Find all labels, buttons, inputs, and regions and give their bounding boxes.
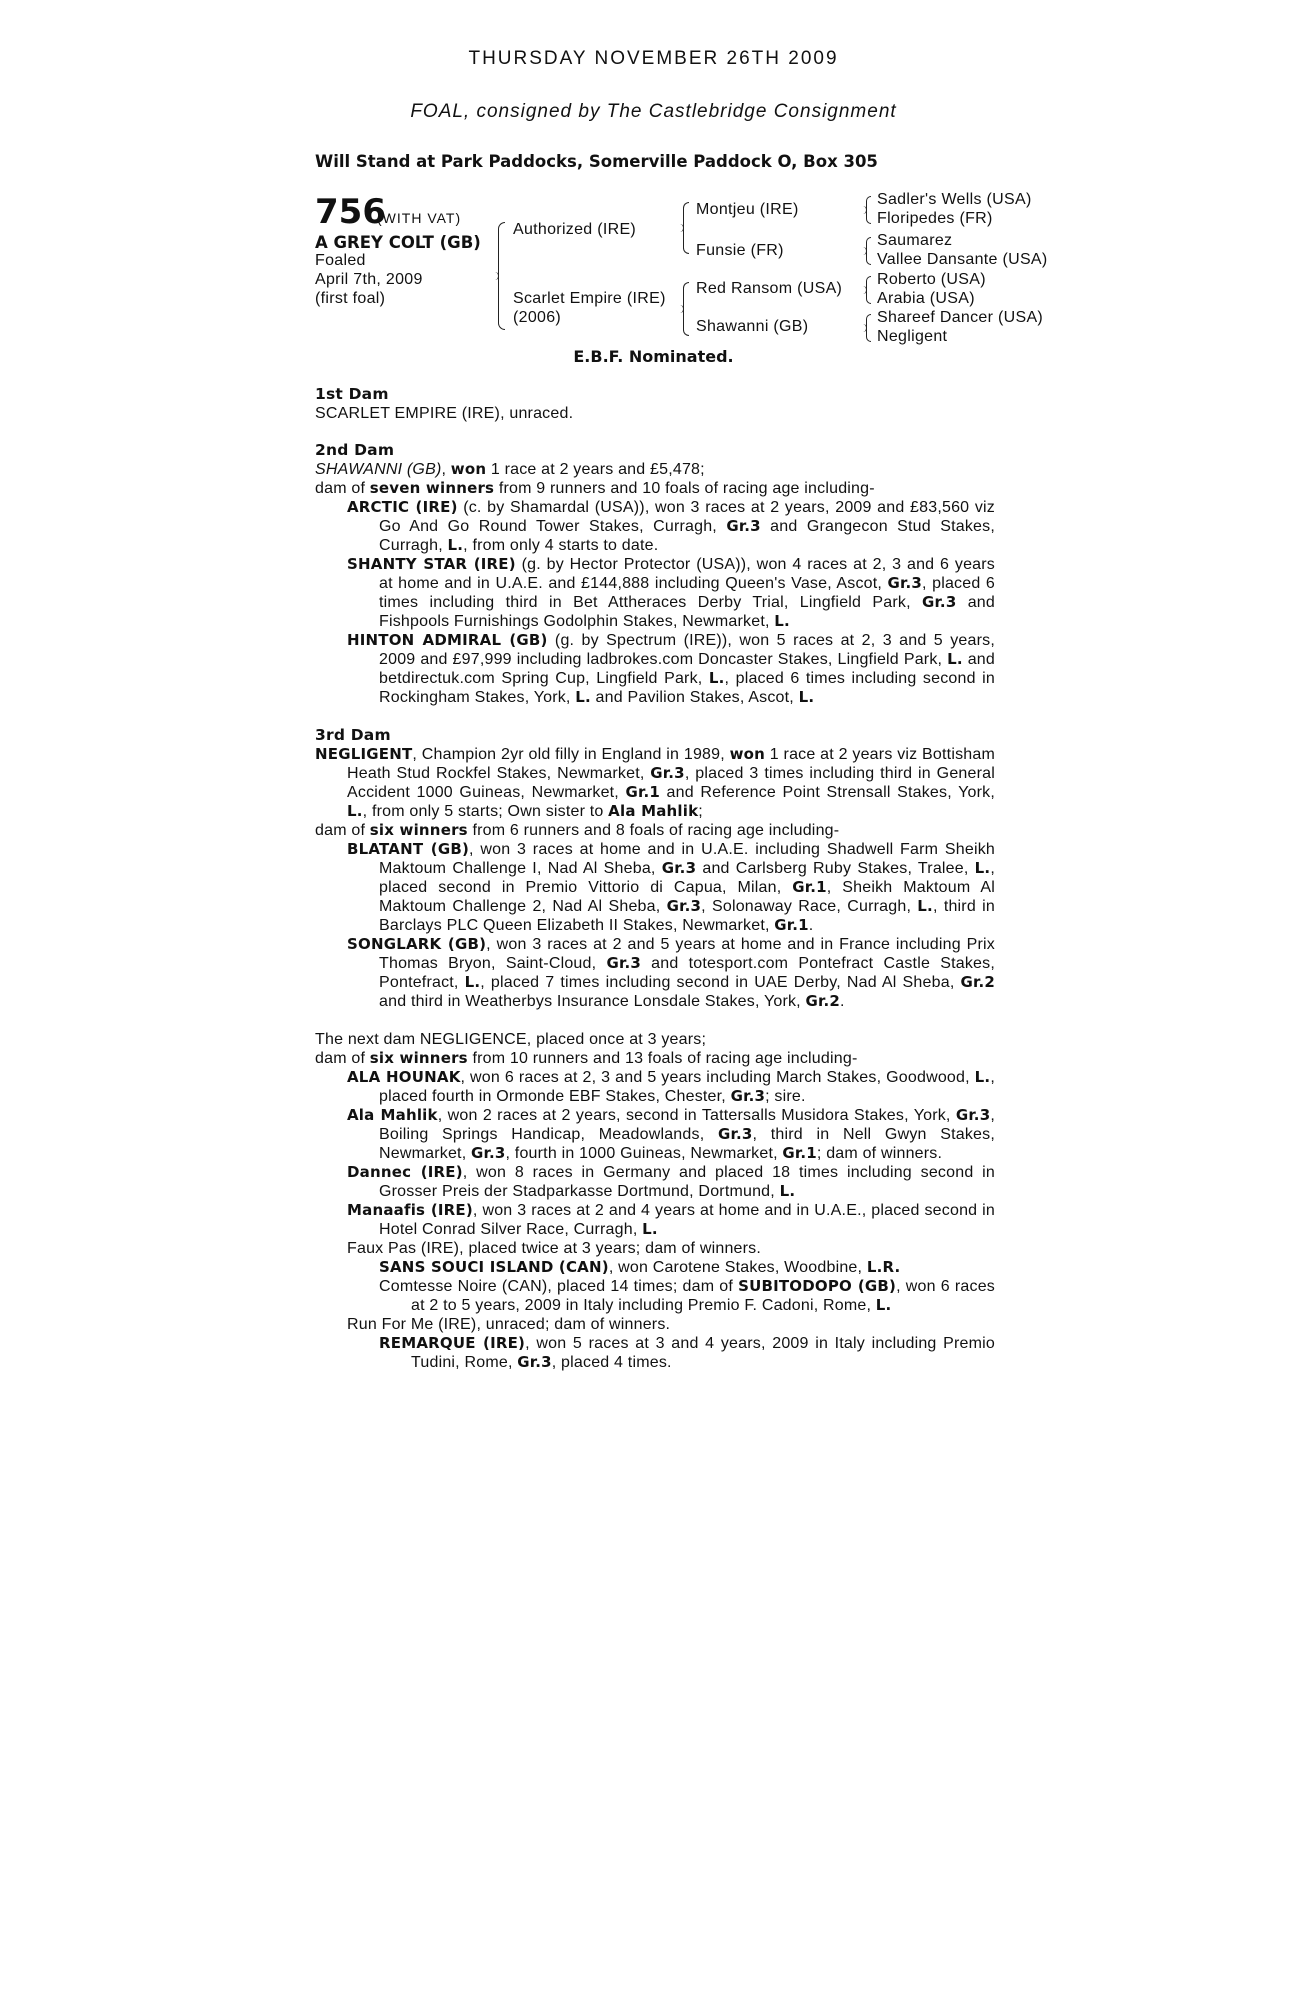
second-dam-produce-line: dam of seven winners from 9 runners and 10 foals of racing age including- xyxy=(315,479,875,497)
lot-name: A GREY COLT (GB) xyxy=(315,233,481,252)
produce-ala-mahlik: Ala Mahlik, won 2 races at 2 years, second in Tattersalls Musidora Stakes, York, Gr.3, Boiling Springs Handicap, Meadowlands, Gr.3, third in Nell Gwyn Stakes, Newmarket, Gr.3, fourth in 1000 Guineas, Newmarket, Gr.1; dam of winners. xyxy=(347,1106,995,1162)
pedigree-brace-main xyxy=(498,222,505,330)
third-dam-heading: 3rd Dam xyxy=(315,726,391,744)
produce-faux-pas: Faux Pas (IRE), placed twice at 3 years; dam of winners. xyxy=(347,1240,762,1257)
pedigree-brace-ds xyxy=(866,276,871,304)
second-dam-section xyxy=(315,441,995,707)
third-dam-section xyxy=(315,726,995,1011)
produce-sans-souci-island: SANS SOUCI ISLAND (CAN), won Carotene Stakes, Woodbine, L.R. xyxy=(379,1258,901,1276)
first-dam-heading: 1st Dam xyxy=(315,385,389,403)
pedigree-brace-sd xyxy=(866,237,871,265)
dam-sire-dam: Arabia (USA) xyxy=(877,290,975,307)
produce-ala-hounak: ALA HOUNAK, won 6 races at 2, 3 and 5 years including March Stakes, Goodwood, L., placed fourth in Ormonde EBF Stakes, Chester, Gr.3; sire. xyxy=(347,1068,995,1105)
produce-run-for-me: Run For Me (IRE), unraced; dam of winners. xyxy=(347,1316,671,1333)
first-dam-section xyxy=(315,385,995,423)
third-dam-summary: NEGLIGENT, Champion 2yr old filly in England in 1989, won 1 race at 2 years viz Bottisham Heath Stud Rockfel Stakes, Newmarket, Gr.3, placed 3 times including third in General Accident 1000 Guineas, Newmarket, Gr.1 and Reference Point Strensall Stakes, York, L., from only 5 starts; Own sister to Ala Mahlik; xyxy=(315,745,996,820)
sire-dam: Funsie (FR) xyxy=(696,242,784,259)
dam-sire-sire: Roberto (USA) xyxy=(877,271,986,288)
dam-name: Scarlet Empire (IRE) xyxy=(513,290,666,307)
dam-dam: Shawanni (GB) xyxy=(696,318,809,335)
second-dam-name: SHAWANNI (GB) xyxy=(315,461,442,478)
produce-blatant: BLATANT (GB), won 3 races at home and in U.A.E. including Shadwell Farm Sheikh Maktoum Challenge I, Nad Al Sheba, Gr.3 and Carlsberg Ruby Stakes, Tralee, L., placed second in Premio Vittorio di Capua, Milan, Gr.1, Sheikh Maktoum Al Maktoum Challenge 2, Nad Al Sheba, Gr.3, Solonaway Race, Curragh, L., third in Barclays PLC Queen Elizabeth II Stakes, Newmarket, Gr.1. xyxy=(347,840,996,934)
pedigree-brace-dd xyxy=(866,314,871,342)
vat-note: (WITH VAT) xyxy=(377,210,462,226)
ebf-nominated: E.B.F. Nominated. xyxy=(573,347,734,366)
produce-hinton-admiral: HINTON ADMIRAL (GB) (g. by Spectrum (IRE)), won 5 races at 2, 3 and 5 years, 2009 and £97,999 including ladbrokes.com Doncaster Stakes, Lingfield Park, L. and betdirectuk.com Spring Cup, Lingfield Park, L., placed 6 times including second in Rockingham Stakes, York, L. and Pavilion Stakes, Ascot, L. xyxy=(347,631,995,706)
first-dam-text: SCARLET EMPIRE (IRE), unraced. xyxy=(315,405,574,422)
sale-date: THURSDAY NOVEMBER 26TH 2009 xyxy=(468,48,839,69)
second-dam-heading: 2nd Dam xyxy=(315,441,395,459)
produce-dannec: Dannec (IRE), won 8 races in Germany and placed 18 times including second in Grosser Preis der Stadparkasse Dortmund, Dortmund, L. xyxy=(347,1163,995,1200)
produce-manaafis: Manaafis (IRE), won 3 races at 2 and 4 years at home and in U.A.E., placed second in Hotel Conrad Silver Race, Curragh, L. xyxy=(347,1201,995,1238)
sire-sire-dam: Floripedes (FR) xyxy=(877,210,993,227)
sire-dam-dam: Vallee Dansante (USA) xyxy=(877,251,1048,268)
sire: Authorized (IRE) xyxy=(513,221,637,238)
pedigree-brace-ss xyxy=(866,196,871,224)
sire-sire: Montjeu (IRE) xyxy=(696,201,799,218)
foaled-date: April 7th, 2009 xyxy=(315,271,423,288)
dam-year: (2006) xyxy=(513,309,562,326)
foaled-label: Foaled xyxy=(315,252,366,269)
lot-number: 756 xyxy=(315,192,386,232)
stand-location: Will Stand at Park Paddocks, Somerville Paddock O, Box 305 xyxy=(315,152,878,171)
first-foal-note: (first foal) xyxy=(315,290,386,307)
third-dam-produce-line: dam of six winners from 6 runners and 8 foals of racing age including- xyxy=(315,821,840,839)
next-dam-produce-line: dam of six winners from 10 runners and 13 foals of racing age including- xyxy=(315,1049,858,1067)
produce-songlark: SONGLARK (GB), won 3 races at 2 and 5 years at home and in France including Prix Thomas Bryon, Saint-Cloud, Gr.3 and totesport.com Pontefract Castle Stakes, Pontefract, L., placed 7 times including second in UAE Derby, Nad Al Sheba, Gr.2 and third in Weatherbys Insurance Lonsdale Stakes, York, Gr.2. xyxy=(347,935,996,1010)
dam-sire: Red Ransom (USA) xyxy=(696,280,843,297)
sire-sire-sire: Sadler's Wells (USA) xyxy=(877,191,1032,208)
sire-dam-sire: Saumarez xyxy=(877,232,953,249)
pedigree-brace-dam xyxy=(683,282,689,336)
produce-shanty-star: SHANTY STAR (IRE) (g. by Hector Protector (USA)), won 4 races at 2, 3 and 6 years at home and in U.A.E. and £144,888 including Queen's Vase, Ascot, Gr.3, placed 6 times including third in Bet Attheraces Derby Trial, Lingfield Park, Gr.3 and Fishpools Furnishings Godolphin Stakes, Newmarket, L. xyxy=(347,555,996,630)
dam-dam-sire: Shareef Dancer (USA) xyxy=(877,309,1044,326)
second-dam-line: SHAWANNI (GB), won 1 race at 2 years and £5,478; xyxy=(315,460,705,478)
dam-dam-dam: Negligent xyxy=(877,328,948,345)
next-dam-section xyxy=(315,1030,995,1372)
consignment-subtitle: FOAL, consigned by The Castlebridge Consignment xyxy=(410,101,897,122)
next-dam-line: The next dam NEGLIGENCE, placed once at 3 years; xyxy=(315,1031,707,1048)
pedigree-brace-sire xyxy=(683,202,689,254)
produce-arctic: ARCTIC (IRE) (c. by Shamardal (USA)), won 3 races at 2 years, 2009 and £83,560 viz Go And Go Round Tower Stakes, Curragh, Gr.3 and Grangecon Stud Stakes, Curragh, L., from only 4 starts to date. xyxy=(347,498,995,554)
produce-comtesse-noire: Comtesse Noire (CAN), placed 14 times; dam of SUBITODOPO (GB), won 6 races at 2 to 5 years, 2009 in Italy including Premio F. Cadoni, Rome, L. xyxy=(379,1277,995,1314)
produce-remarque: REMARQUE (IRE), won 5 races at 3 and 4 years, 2009 in Italy including Premio Tudini, Rome, Gr.3, placed 4 times. xyxy=(379,1334,995,1371)
